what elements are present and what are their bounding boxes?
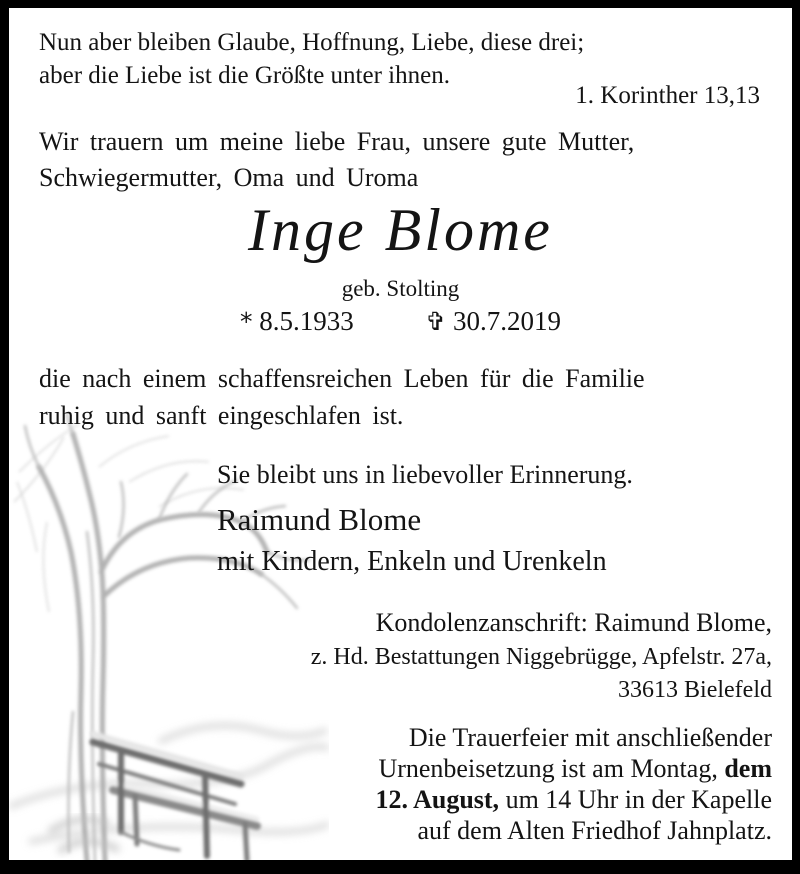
passing-text (39, 360, 769, 434)
mourner-name: Raimund Blome (217, 502, 422, 537)
condolence-line-2: z. Hd. Bestattungen Niggebrügge, Apfelstr. 27a, (310, 644, 772, 670)
condolence-address (172, 606, 772, 707)
birth-star-icon: * (240, 307, 253, 336)
condolence-line-1: Kondolenzanschrift: Raimund Blome, (375, 608, 772, 637)
mourning-intro (39, 124, 769, 196)
funeral-details (212, 722, 772, 846)
birth-date: 8.5.1933 (259, 306, 354, 336)
passing-line-1: die nach einem schaffensreichen Leben für die Familie (39, 364, 645, 393)
quote-attribution: 1. Korinther 13,13 (575, 82, 760, 109)
funeral-date-bold-august: 12. August, (375, 785, 500, 814)
death-cross-icon: ✞ (425, 307, 447, 336)
intro-line-2: Schwiegermutter, Oma und Uroma (39, 163, 419, 192)
life-dates (9, 306, 792, 337)
funeral-line-1: Die Trauerfeier mit anschließender (408, 723, 772, 752)
notice-content-area (9, 8, 792, 860)
intro-line-1: Wir trauern um meine liebe Frau, unsere gute Mutter, (39, 127, 635, 156)
remembrance-line: Sie bleibt uns in liebevoller Erinnerung. (217, 460, 633, 489)
funeral-line-3: um 14 Uhr in der Kapelle (499, 785, 772, 814)
quote-line-2: aber die Liebe ist die Größte unter ihnen. (39, 62, 450, 89)
funeral-line-2: Urnenbeisetzung ist am Montag, (378, 754, 725, 783)
funeral-line-4: auf dem Alten Friedhof Jahnplatz. (417, 816, 772, 845)
funeral-date-bold-dem: dem (724, 754, 772, 783)
death-date: 30.7.2019 (452, 306, 561, 336)
condolence-line-3: 33613 Bielefeld (618, 677, 772, 703)
maiden-name: geb. Stolting (341, 276, 460, 301)
mourner-relatives: mit Kindern, Enkeln und Urenkeln (217, 546, 607, 577)
passing-line-2: ruhig und sanft eingeschlafen ist. (39, 401, 404, 430)
deceased-name: Inge Blome (248, 197, 553, 263)
quote-line-1: Nun aber bleiben Glaube, Hoffnung, Liebe, diese drei; (39, 29, 585, 56)
